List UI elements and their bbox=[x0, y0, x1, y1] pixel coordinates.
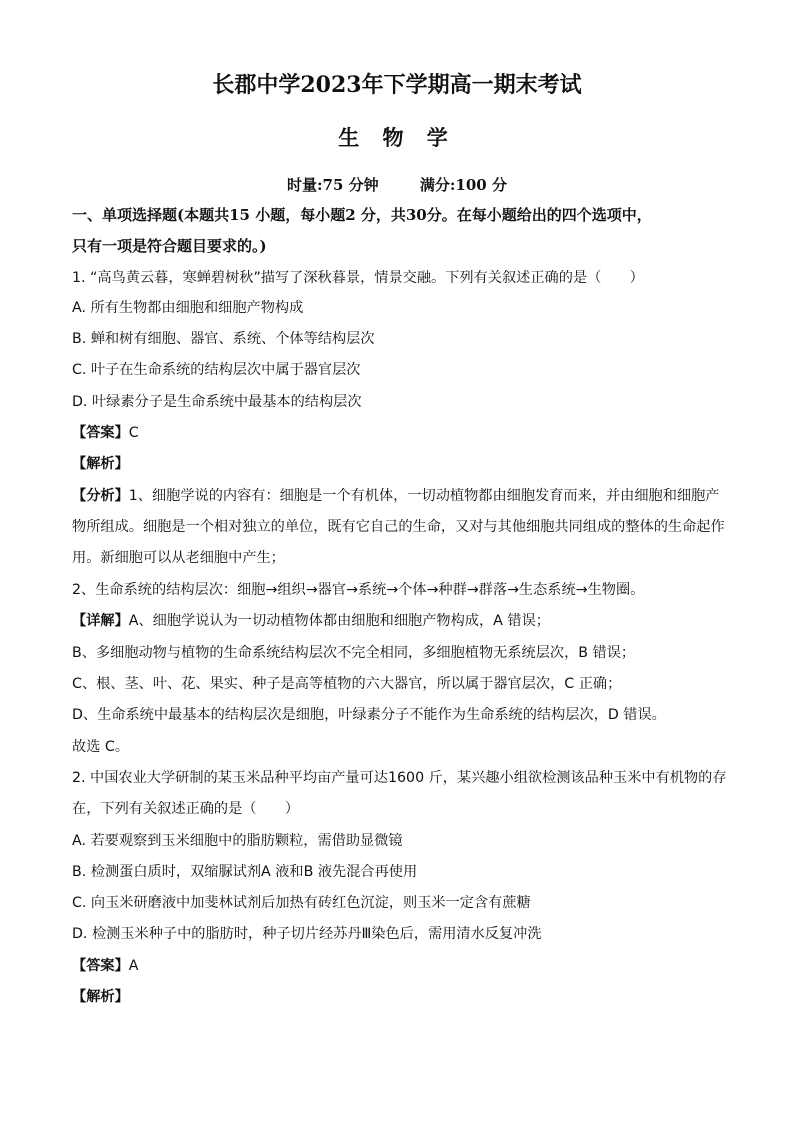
q1-fenxi-2: 物所组成。细胞是一个相对独立的单位，既有它自己的生命，又对与其他细胞共同组成的整体的生命起作 bbox=[72, 519, 725, 535]
q1-answer-tag: 【答案】 bbox=[72, 425, 129, 441]
q2-answer bbox=[72, 956, 732, 976]
full-score: 满分:100 分 bbox=[419, 176, 507, 194]
q1-xiangjie-3: C、根、茎、叶、花、果实、种子是高等植物的六大器官，所以属于器官层次，C 正确； bbox=[72, 676, 622, 692]
q1-fenxi-4: 2、生命系统的结构层次：细胞→组织→器官→系统→个体→种群→群落→生态系统→生物圈。 bbox=[72, 582, 645, 598]
q2-stem-1: 2. 中国农业大学研制的某玉米品种平均亩产量可达1600 斤，某兴趣小组欲检测该品种玉米中有机物的存 bbox=[72, 770, 727, 786]
q1-fenxi-tag: 【分析】 bbox=[72, 488, 129, 504]
q1-option-b: B. 蝉和树有细胞、器官、系统、个体等结构层次 bbox=[72, 331, 375, 347]
q1-option-c: C. 叶子在生命系统的结构层次中属于器官层次 bbox=[72, 362, 361, 378]
subject-title: 生 物 学 bbox=[338, 125, 456, 150]
q1-analysis-tag: 【解析】 bbox=[72, 456, 129, 472]
q2-answer-tag: 【答案】 bbox=[72, 958, 129, 974]
q1-option-d: D. 叶绿素分子是生命系统中最基本的结构层次 bbox=[72, 394, 362, 410]
exam-title: 长郡中学2023年下学期高一期末考试 bbox=[212, 72, 582, 98]
q2-option-c: C. 向玉米研磨液中加斐林试剂后加热有砖红色沉淀，则玉米一定含有蔗糖 bbox=[72, 895, 531, 911]
q1-stem: 1. “高鸟黄云暮，寒蝉碧树秋”描写了深秋暮景，情景交融。下列有关叙述正确的是（ ） bbox=[72, 270, 644, 286]
q1-conclusion: 故选 C。 bbox=[72, 739, 129, 755]
q1-xiangjie-tag: 【详解】 bbox=[72, 613, 129, 629]
section-heading-line1: 一、单项选择题(本题共15 小题，每小题2 分，共30分。在每小题给出的四个选项中， bbox=[72, 206, 652, 224]
q1-fenxi-1 bbox=[72, 486, 732, 506]
q2-analysis-tag: 【解析】 bbox=[72, 989, 129, 1005]
q1-answer bbox=[72, 423, 732, 443]
q1-xiangjie-1-text: A、细胞学说认为一切动植物体都由细胞和细胞产物构成，A 错误； bbox=[128, 613, 550, 629]
q1-xiangjie-2: B、多细胞动物与植物的生命系统结构层次不完全相同，多细胞植物无系统层次，B 错误； bbox=[72, 645, 636, 661]
q2-answer-value: A bbox=[128, 958, 139, 974]
q1-xiangjie-1 bbox=[72, 611, 732, 631]
q2-stem-2: 在，下列有关叙述正确的是（ ） bbox=[72, 801, 300, 817]
time-limit: 时量:75 分钟 bbox=[287, 176, 379, 194]
q1-fenxi-1-text: 1、细胞学说的内容有：细胞是一个有机体，一切动植物都由细胞发育而来，并由细胞和细胞产 bbox=[128, 488, 720, 504]
q1-xiangjie-4: D、生命系统中最基本的结构层次是细胞，叶绿素分子不能作为生命系统的结构层次，D 错误。 bbox=[72, 707, 666, 723]
q2-option-a: A. 若要观察到玉米细胞中的脂肪颗粒，需借助显微镜 bbox=[72, 833, 403, 849]
q1-fenxi-3: 用。新细胞可以从老细胞中产生； bbox=[72, 550, 285, 566]
q1-answer-value: C bbox=[128, 425, 139, 441]
q2-option-b: B. 检测蛋白质时，双缩脲试剂A 液和B 液先混合再使用 bbox=[72, 864, 418, 880]
exam-meta bbox=[0, 174, 794, 195]
q1-option-a: A. 所有生物都由细胞和细胞产物构成 bbox=[72, 300, 304, 316]
section-heading-line2: 只有一项是符合题目要求的。) bbox=[72, 237, 267, 255]
q2-option-d: D. 检测玉米种子中的脂肪时，种子切片经苏丹Ⅲ染色后，需用清水反复冲洗 bbox=[72, 926, 542, 942]
